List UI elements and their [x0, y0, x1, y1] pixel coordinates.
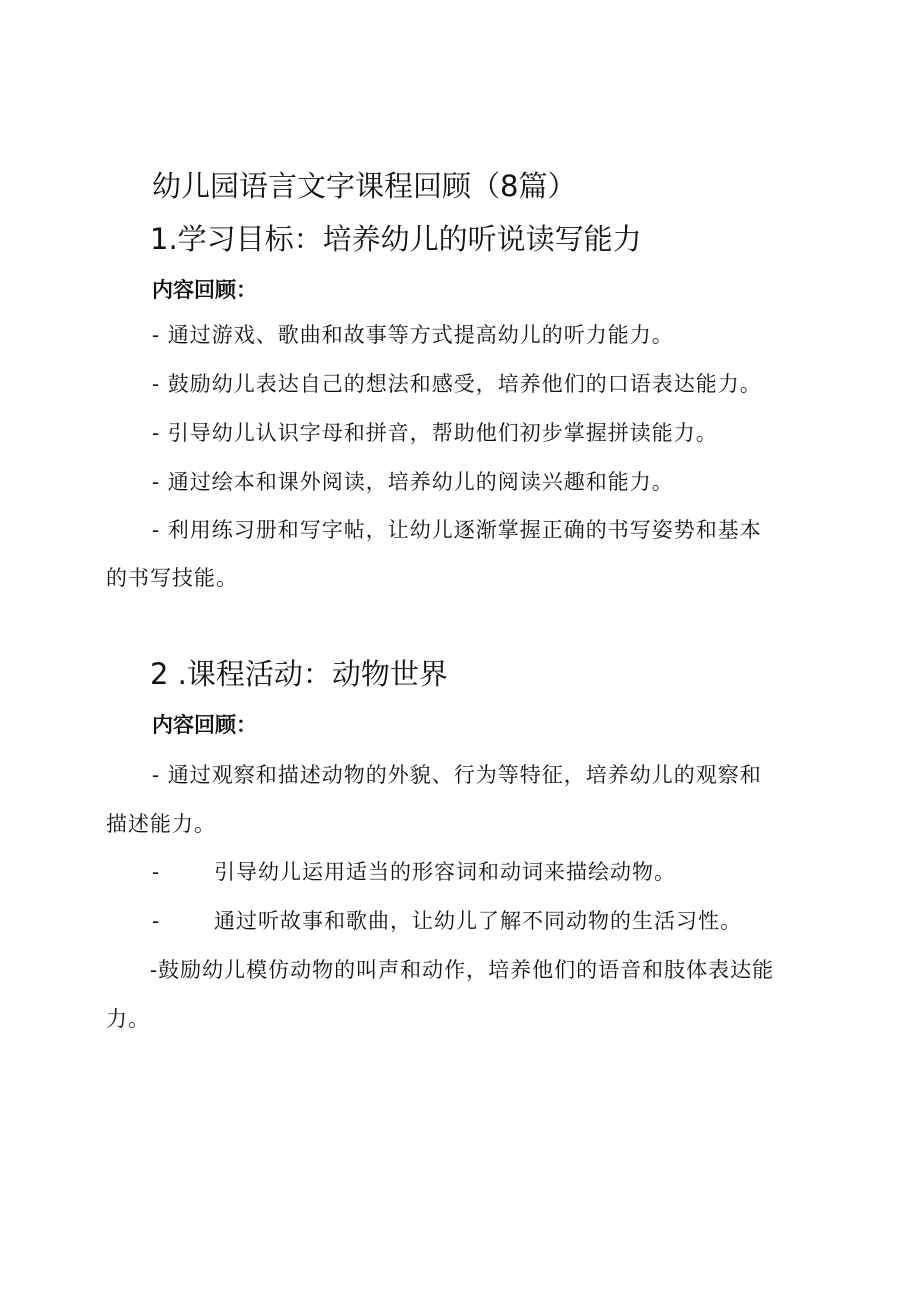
section-1-item-5-continuation: 的书写技能。 [106, 566, 238, 590]
section-1-subheading: 内容回顾： [152, 278, 257, 302]
section-1-heading: 1.学习目标：培养幼儿的听说读写能力 [150, 222, 642, 256]
section-1-item-1: - 通过游戏、歌曲和故事等方式提高幼儿的听力能力。 [152, 323, 674, 347]
section-2-item-2-dash: - [152, 860, 161, 884]
section-2-item-4-continuation: 力。 [106, 1007, 150, 1031]
section-2-item-3: 通过听故事和歌曲，让幼儿了解不同动物的生活习性。 [214, 909, 742, 933]
section-2-item-1: - 通过观察和描述动物的外貌、行为等特征，培养幼儿的观察和 [152, 763, 762, 787]
section-2-item-4: -鼓励幼儿模仿动物的叫声和动作，培养他们的语音和肢体表达能 [150, 958, 775, 982]
section-2-item-2: 引导幼儿运用适当的形容词和动词来描绘动物。 [214, 860, 676, 884]
document-title: 幼儿园语言文字课程回顾（8篇） [152, 169, 577, 203]
section-2-item-1-continuation: 描述能力。 [106, 812, 216, 836]
section-1-item-3: - 引导幼儿认识字母和拼音，帮助他们初步掌握拼读能力。 [152, 421, 718, 445]
section-2-heading: 2 .课程活动：动物世界 [150, 657, 448, 691]
section-2-subheading: 内容回顾： [152, 713, 257, 737]
section-1-item-5: - 利用练习册和写字帖，让幼儿逐渐掌握正确的书写姿势和基本 [152, 518, 762, 542]
section-1-item-4: - 通过绘本和课外阅读，培养幼儿的阅读兴趣和能力。 [152, 470, 674, 494]
section-1-item-2: - 鼓励幼儿表达自己的想法和感受，培养他们的口语表达能力。 [152, 372, 762, 396]
section-2-item-3-dash: - [152, 909, 161, 933]
